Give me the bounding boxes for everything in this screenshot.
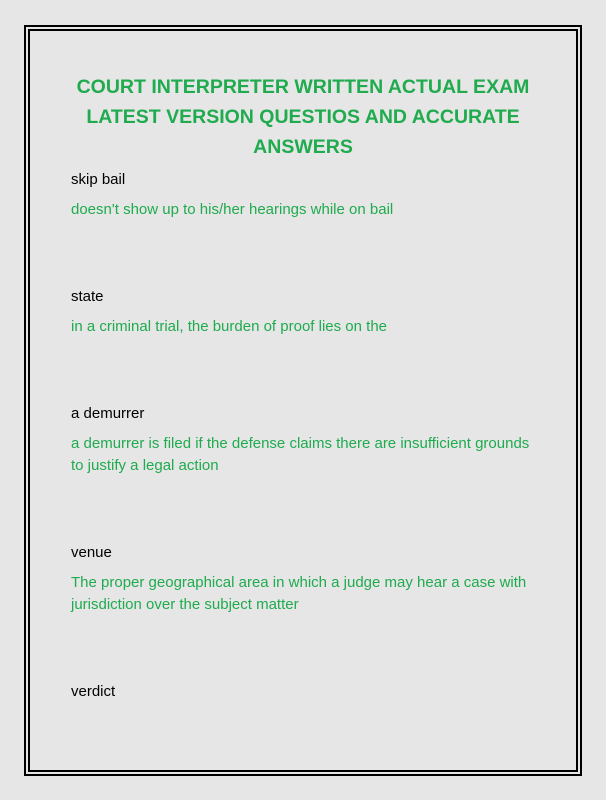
- entry-definition: a demurrer is filed if the defense claims there are insufficient grounds to justify a legal action: [71, 435, 530, 474]
- entry-term: skip bail: [71, 171, 126, 188]
- document-title: COURT INTERPRETER WRITTEN ACTUAL EXAM LATEST VERSION QUESTIOS AND ACCURATE ANSWERS: [76, 76, 530, 158]
- entry-term: venue: [71, 544, 112, 561]
- entry-definition: doesn't show up to his/her hearings while on bail: [71, 201, 394, 218]
- entry-term: state: [71, 288, 104, 305]
- qa-entry-venue: [71, 543, 541, 616]
- entry-definition: The proper geographical area in which a judge may hear a case with jurisdiction over the subject matter: [71, 574, 527, 613]
- qa-entry-a-demurrer: [71, 404, 541, 477]
- qa-entry-verdict: [71, 682, 541, 702]
- entry-term: a demurrer: [71, 405, 145, 422]
- qa-entry-skip-bail: [71, 170, 541, 221]
- entry-definition: in a criminal trial, the burden of proof lies on the: [71, 318, 388, 335]
- qa-entry-state: [71, 287, 541, 338]
- entry-term: verdict: [71, 683, 116, 700]
